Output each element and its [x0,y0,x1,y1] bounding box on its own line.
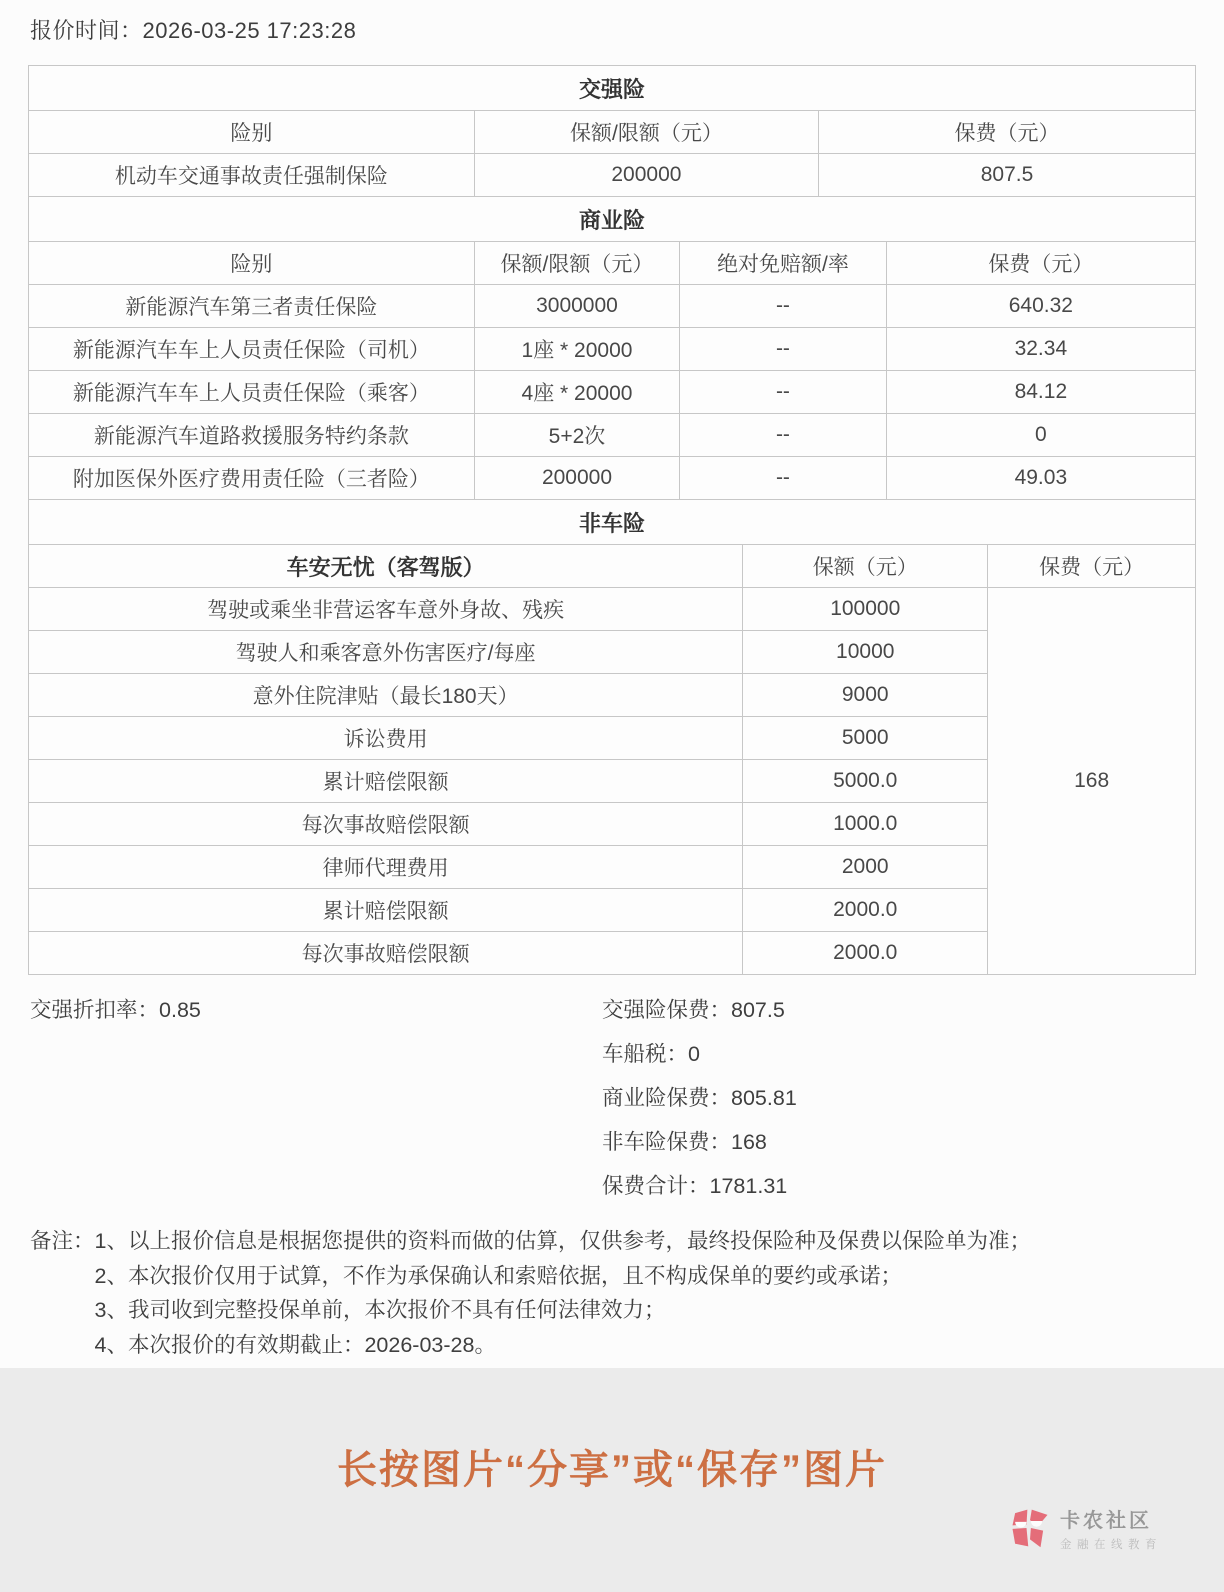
col-header: 保额/限额（元） [474,111,818,154]
summary-line [602,988,797,1032]
section-title-row [29,66,1196,111]
deductible-cell: -- [680,285,887,328]
notes-label: 备注： [30,1229,95,1253]
coverage-name-cell: 每次事故赔偿限额 [29,932,743,975]
note-line: 1、以上报价信息是根据您提供的资料而做的估算，仅供参考，最终投保险种及保费以保险单为准； [94,1229,1031,1253]
header-row [29,545,1196,588]
col-header: 保费（元） [886,242,1195,285]
commercial-insurance-table [28,196,1196,500]
premium-cell: 32.34 [886,328,1195,371]
logo-subtitle: 金融在线教育 [1060,1539,1162,1551]
amount-cell: 1000.0 [743,803,988,846]
amount-cell: 1座 * 20000 [474,328,679,371]
logo-texts [1060,1504,1162,1552]
amount-cell: 10000 [743,631,988,674]
section-title-row [29,500,1196,545]
premium-cell: 640.32 [886,285,1195,328]
coverage-name-cell: 每次事故赔偿限额 [29,803,743,846]
amount-cell: 5000 [743,717,988,760]
discount-label: 交强折扣率： [30,998,160,1022]
summary-line [602,1032,797,1076]
amount-cell: 4座 * 20000 [474,371,679,414]
section-title: 交强险 [29,66,1196,111]
summary-label: 交强险保费： [602,998,732,1022]
summary-line [602,1120,797,1164]
col-header: 保费（元） [988,545,1196,588]
amount-cell: 2000.0 [743,889,988,932]
note-line: 4、本次报价的有效期截止：2026-03-28。 [94,1332,496,1357]
summary-label: 车船税： [602,1042,689,1066]
coverage-name-cell: 累计赔偿限额 [29,760,743,803]
deductible-cell: -- [680,414,887,457]
summary-value: 1781.31 [709,1174,788,1198]
col-header: 保额/限额（元） [474,242,679,285]
section-title: 非车险 [29,500,1196,545]
coverage-name-cell: 附加医保外医疗费用责任险（三者险） [29,457,475,500]
note-line: 2、本次报价仅用于试算，不作为承保确认和索赔依据，且不构成保单的要约或承诺； [94,1263,902,1288]
deductible-cell: -- [680,328,887,371]
quote-time-value: 2026-03-25 17:23:28 [142,18,357,43]
col-header: 保费（元） [819,111,1196,154]
notes-section [30,1224,1194,1362]
amount-cell: 5+2次 [474,414,679,457]
coverage-name-cell: 新能源汽车第三者责任保险 [29,285,475,328]
logo-title: 卡农社区 [1060,1510,1152,1532]
table-row [29,154,1196,197]
amount-cell: 9000 [743,674,988,717]
coverage-name-cell: 诉讼费用 [29,717,743,760]
notes-lines [95,1224,1031,1362]
kanong-flower-icon [1009,1507,1051,1549]
premium-total-cell: 168 [988,588,1196,975]
col-header: 险别 [29,111,475,154]
table-row [29,588,1196,631]
deductible-cell: -- [680,457,887,500]
deductible-cell: -- [680,371,887,414]
compulsory-discount [30,988,602,1208]
product-name: 车安无忧（客驾版） [29,545,743,588]
premium-totals [602,988,797,1208]
note-line: 3、我司收到完整投保单前，本次报价不具有任何法律效力； [94,1298,666,1322]
table-row [29,371,1196,414]
quote-tables [28,65,1196,975]
coverage-name-cell: 意外住院津贴（最长180天） [29,674,743,717]
amount-cell: 2000 [743,846,988,889]
summary-line [602,1076,797,1120]
summary-line [602,1164,797,1208]
summary-label: 非车险保费： [602,1130,732,1154]
coverage-name-cell: 新能源汽车车上人员责任保险（乘客） [29,371,475,414]
summary-label: 保费合计： [602,1174,710,1198]
summary-value: 0 [688,1042,700,1066]
footer-bar [0,1368,1224,1592]
amount-cell: 2000.0 [743,932,988,975]
col-header: 保额（元） [743,545,988,588]
watermark-logo [1009,1504,1162,1552]
table-row [29,285,1196,328]
summary-value: 168 [731,1130,767,1154]
coverage-name-cell: 律师代理费用 [29,846,743,889]
coverage-name-cell: 机动车交通事故责任强制保险 [29,154,475,197]
compulsory-insurance-table [28,65,1196,197]
header-row [29,242,1196,285]
coverage-name-cell: 累计赔偿限额 [29,889,743,932]
quote-time-label: 报价时间： [30,18,143,43]
noncar-insurance-table [28,499,1196,975]
col-header: 绝对免赔额/率 [680,242,887,285]
coverage-name-cell: 新能源汽车道路救援服务特约条款 [29,414,475,457]
premium-summary [30,988,1194,1208]
discount-value: 0.85 [159,998,201,1022]
section-title-row [29,197,1196,242]
header-row [29,111,1196,154]
premium-cell: 807.5 [819,154,1196,197]
premium-cell: 84.12 [886,371,1195,414]
share-save-tip: 长按图片“分享”或“保存”图片 [337,1448,887,1492]
col-header: 险别 [29,242,475,285]
section-title: 商业险 [29,197,1196,242]
table-row [29,414,1196,457]
table-row [29,328,1196,371]
coverage-name-cell: 新能源汽车车上人员责任保险（司机） [29,328,475,371]
summary-value: 807.5 [731,998,785,1022]
premium-cell: 49.03 [886,457,1195,500]
amount-cell: 100000 [743,588,988,631]
amount-cell: 200000 [474,154,818,197]
amount-cell: 3000000 [474,285,679,328]
amount-cell: 200000 [474,457,679,500]
summary-label: 商业险保费： [602,1086,732,1110]
premium-cell: 0 [886,414,1195,457]
coverage-name-cell: 驾驶或乘坐非营运客车意外身故、残疾 [29,588,743,631]
coverage-name-cell: 驾驶人和乘客意外伤害医疗/每座 [29,631,743,674]
amount-cell: 5000.0 [743,760,988,803]
table-row [29,457,1196,500]
quote-time [0,0,1224,45]
summary-value: 805.81 [731,1086,797,1110]
